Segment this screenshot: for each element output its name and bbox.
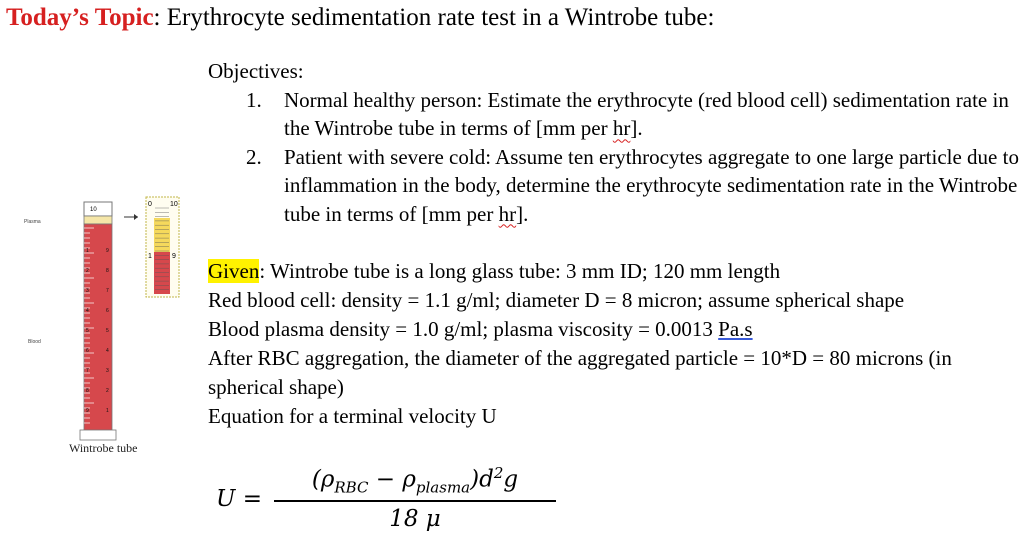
wintrobe-tube-drawing bbox=[24, 180, 194, 465]
objective-number: 2. bbox=[246, 144, 262, 169]
scale-label-right: 8 bbox=[106, 268, 109, 274]
sub-rbc: RBC bbox=[334, 478, 369, 497]
scale-label-left: 9 bbox=[86, 408, 89, 414]
given-line: After RBC aggregation, the diameter of the aggregated particle = 10*D = 80 microns (in spherical shape) bbox=[208, 346, 952, 399]
slide-title bbox=[6, 4, 714, 32]
wintrobe-tube-figure bbox=[24, 180, 194, 465]
objective-unit: hr bbox=[612, 116, 631, 141]
label-blood: Blood bbox=[28, 339, 41, 345]
arrow-head-icon bbox=[134, 214, 138, 220]
scale-label-left: 5 bbox=[86, 328, 89, 334]
scale-label-left: 4 bbox=[86, 308, 89, 314]
scale-label-right: 7 bbox=[106, 288, 109, 294]
tube-top-label: 10 bbox=[90, 207, 97, 213]
gravity-symbol: g bbox=[503, 466, 519, 493]
scale-label-left: 1 bbox=[86, 248, 89, 254]
figure-caption: Wintrobe tube bbox=[69, 441, 138, 455]
scale-label-right: 4 bbox=[106, 348, 109, 354]
scale-label-left: 7 bbox=[86, 368, 89, 374]
inset-tube bbox=[124, 197, 179, 297]
scale-label-left: 8 bbox=[86, 388, 89, 394]
exponent: 2 bbox=[493, 464, 504, 482]
objective-text-end: ]. bbox=[516, 201, 529, 226]
inset-label: 1 bbox=[148, 253, 152, 260]
minus-sign: − bbox=[368, 466, 403, 493]
diameter-symbol: d bbox=[479, 466, 494, 493]
objective-unit: hr bbox=[498, 201, 517, 226]
objectives-list bbox=[246, 86, 1021, 228]
title-text: : Erythrocyte sedimentation rate test in a Wintrobe tube: bbox=[153, 4, 715, 31]
rho-symbol: ρ bbox=[320, 466, 335, 493]
viscosity-unit: Pa.s bbox=[718, 317, 753, 341]
objective-text bbox=[284, 86, 1021, 143]
sub-plasma: plasma bbox=[415, 478, 471, 497]
equation-lhs: U = bbox=[216, 486, 262, 512]
scale-label-right: 9 bbox=[106, 248, 109, 254]
given-line-text: : Wintrobe tube is a long glass tube: 3 mm ID; 120 mm length bbox=[259, 259, 781, 283]
equation-denominator: 18 μ bbox=[389, 506, 441, 532]
main-tube bbox=[80, 202, 116, 440]
objective-text-body: Normal healthy person: Estimate the erythrocyte (red blood cell) sedimentation rate in the Wintrobe tube in terms of [mm per bbox=[284, 88, 1009, 141]
scale-label-right: 2 bbox=[106, 388, 109, 394]
inset-label: 10 bbox=[170, 201, 178, 208]
given-line: Red blood cell: density = 1.1 g/ml; diameter D = 8 micron; assume spherical shape bbox=[208, 288, 905, 312]
inset-label: 0 bbox=[148, 201, 152, 208]
objective-item bbox=[246, 86, 1021, 143]
objectives-heading: Objectives: bbox=[208, 59, 304, 83]
equation-numerator: $(\rho_{RBC} - \rho_{plasma})d^2g$ bbox=[311, 464, 519, 497]
scale-label-left: 6 bbox=[86, 348, 89, 354]
given-label: Given bbox=[208, 259, 260, 283]
given-line bbox=[208, 257, 1008, 286]
tube-cap bbox=[84, 202, 112, 216]
tube-base bbox=[80, 430, 116, 440]
given-line bbox=[208, 315, 1008, 344]
scale-label-right: 1 bbox=[106, 408, 109, 414]
inset-blood bbox=[154, 252, 170, 294]
inset-label: 9 bbox=[172, 253, 176, 260]
scale-label-right: 3 bbox=[106, 368, 109, 374]
equation-fraction bbox=[274, 464, 556, 532]
objective-text bbox=[284, 143, 1021, 228]
plasma-layer bbox=[84, 216, 112, 224]
given-line-text: Blood plasma density = 1.0 g/ml; plasma viscosity = 0.0013 bbox=[208, 317, 719, 341]
title-highlight: Today’s Topic bbox=[6, 4, 154, 31]
objective-text-body: Patient with severe cold: Assume ten erythrocytes aggregate to one large particle due to inflammation in the body, determine the erythrocyte sedimentation rate in the Wintrobe tube in terms of [mm per bbox=[284, 144, 1019, 226]
scale-label-left: 3 bbox=[86, 288, 89, 294]
label-plasma: Plasma bbox=[24, 219, 41, 225]
objective-item bbox=[246, 143, 1021, 228]
scale-label-right: 6 bbox=[106, 308, 109, 314]
rho-symbol: ρ bbox=[402, 466, 416, 493]
fraction-bar bbox=[274, 500, 556, 502]
scale-label-right: 5 bbox=[106, 328, 109, 334]
objective-text-end: ]. bbox=[630, 116, 643, 141]
scale-label-left: 2 bbox=[86, 268, 89, 274]
given-line: Equation for a terminal velocity U bbox=[208, 404, 497, 428]
objective-number: 1. bbox=[246, 88, 262, 112]
given-block bbox=[208, 257, 1008, 431]
